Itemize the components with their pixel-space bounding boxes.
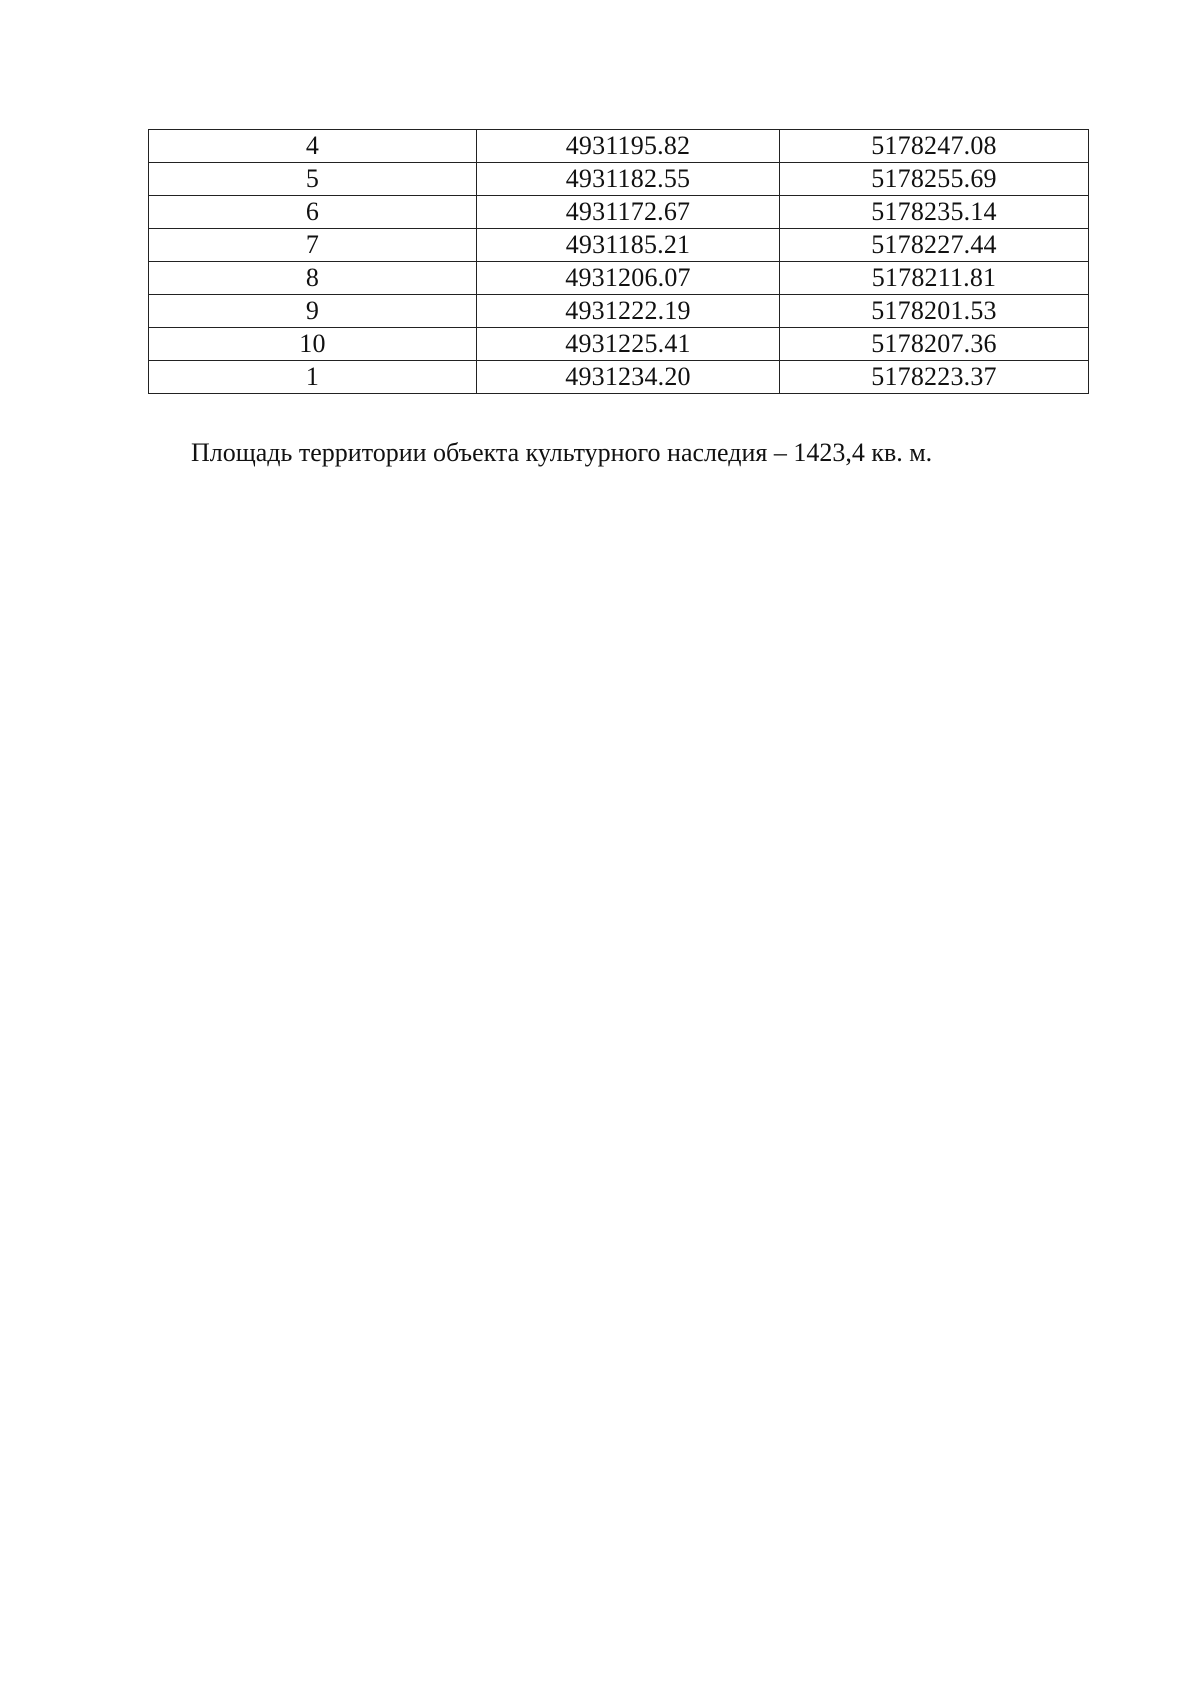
table-row bbox=[149, 361, 1089, 394]
point-number-cell: 7 bbox=[149, 229, 477, 262]
table-row bbox=[149, 130, 1089, 163]
y-coordinate-cell: 5178227.44 bbox=[780, 229, 1089, 262]
x-coordinate-cell: 4931225.41 bbox=[477, 328, 780, 361]
point-number-cell: 10 bbox=[149, 328, 477, 361]
table-row bbox=[149, 229, 1089, 262]
y-coordinate-cell: 5178223.37 bbox=[780, 361, 1089, 394]
table-row bbox=[149, 262, 1089, 295]
point-number-cell: 5 bbox=[149, 163, 477, 196]
point-number-cell: 6 bbox=[149, 196, 477, 229]
x-coordinate-cell: 4931234.20 bbox=[477, 361, 780, 394]
point-number-cell: 4 bbox=[149, 130, 477, 163]
y-coordinate-cell: 5178207.36 bbox=[780, 328, 1089, 361]
x-coordinate-cell: 4931195.82 bbox=[477, 130, 780, 163]
coordinates-table-body bbox=[149, 130, 1089, 394]
y-coordinate-cell: 5178211.81 bbox=[780, 262, 1089, 295]
y-coordinate-cell: 5178235.14 bbox=[780, 196, 1089, 229]
y-coordinate-cell: 5178247.08 bbox=[780, 130, 1089, 163]
x-coordinate-cell: 4931206.07 bbox=[477, 262, 780, 295]
table-row bbox=[149, 295, 1089, 328]
area-note: Площадь территории объекта культурного наследия – 1423,4 кв. м. bbox=[191, 438, 933, 467]
table-row bbox=[149, 196, 1089, 229]
y-coordinate-cell: 5178201.53 bbox=[780, 295, 1089, 328]
point-number-cell: 8 bbox=[149, 262, 477, 295]
x-coordinate-cell: 4931222.19 bbox=[477, 295, 780, 328]
table-row bbox=[149, 163, 1089, 196]
x-coordinate-cell: 4931185.21 bbox=[477, 229, 780, 262]
table-row bbox=[149, 328, 1089, 361]
y-coordinate-cell: 5178255.69 bbox=[780, 163, 1089, 196]
point-number-cell: 1 bbox=[149, 361, 477, 394]
point-number-cell: 9 bbox=[149, 295, 477, 328]
x-coordinate-cell: 4931172.67 bbox=[477, 196, 780, 229]
x-coordinate-cell: 4931182.55 bbox=[477, 163, 780, 196]
coordinates-table bbox=[148, 129, 1089, 394]
